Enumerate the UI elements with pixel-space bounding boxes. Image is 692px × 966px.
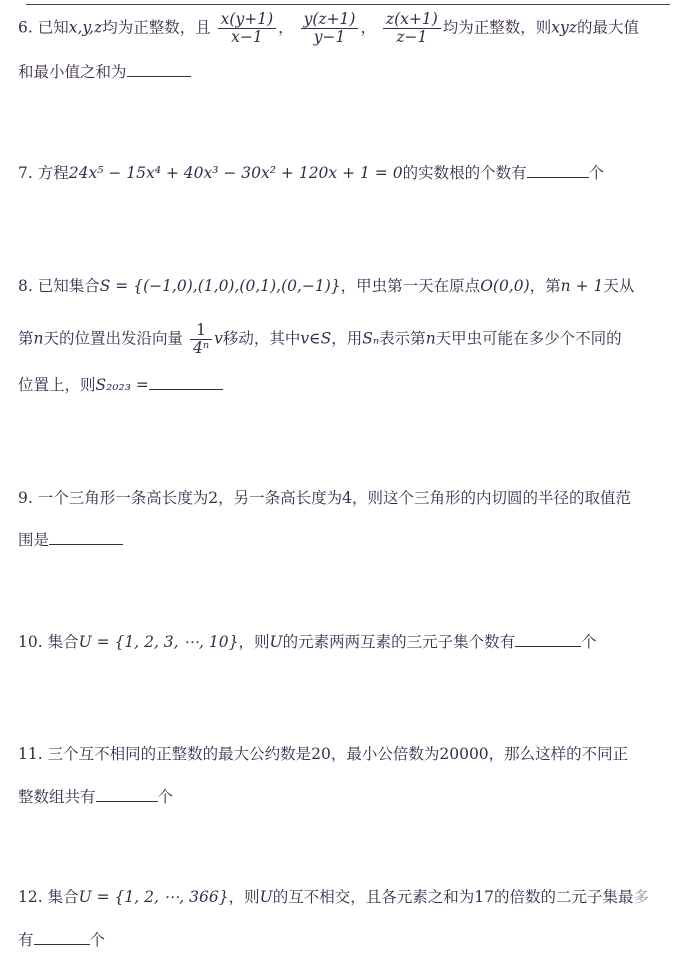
question-10 (18, 632, 597, 652)
question-9-line-1 (18, 488, 631, 508)
text: ，第 (529, 277, 561, 295)
answer-blank[interactable] (527, 163, 589, 178)
top-rule (26, 4, 670, 5)
text: 的最大值 (576, 18, 639, 37)
text: 的倍数的二元子集最 (493, 888, 634, 906)
question-8-line-3 (18, 375, 223, 395)
answer-blank[interactable] (34, 930, 90, 945)
math: 4 (342, 489, 353, 507)
numerator: y(z+1) (303, 10, 356, 28)
equation: 24x⁵ − 15x⁴ + 40x³ − 30x² + 120x + 1 = 0 (68, 164, 403, 182)
math: x,y,z (68, 18, 103, 37)
math: U (269, 633, 283, 651)
numerator: z(x+1) (385, 10, 438, 28)
text: 个 (89, 931, 106, 949)
fraction-2 (301, 11, 359, 46)
text: 的元素两两互素的三元子集个数有 (282, 633, 516, 651)
text-faded: 多 (633, 888, 649, 906)
numerator: 1 (196, 321, 206, 339)
question-number: 9. (18, 489, 33, 507)
set-notation: U = {1, 2, ⋯, 366} (78, 888, 229, 906)
text: 一个三角形一条高长度为 (37, 489, 209, 507)
question-number: 10. (18, 633, 43, 651)
text: ，用 (331, 329, 363, 348)
text: 的互不相交，且各元素之和为 (272, 888, 475, 906)
math: v∈S (300, 329, 332, 348)
math: Sₙ (362, 329, 380, 348)
question-number: 6. (18, 18, 33, 37)
text: 方程 (37, 164, 69, 182)
text: 天甲虫可能在多少个不同的 (435, 329, 622, 348)
answer-blank[interactable] (127, 62, 191, 77)
text: 均为正整数，且 (102, 18, 211, 37)
fraction (190, 322, 212, 357)
answer-blank[interactable] (149, 375, 223, 390)
text: ，最小公倍数为 (330, 745, 440, 763)
math: n (425, 329, 436, 348)
math: O(0,0) (480, 277, 530, 295)
text: ，则这个三角形的内切圆的半径的取值范 (352, 489, 632, 507)
answer-blank[interactable] (96, 787, 158, 802)
text: 表示第 (379, 329, 426, 348)
text: 个 (588, 164, 605, 182)
text: ，那么这样的不同正 (488, 745, 629, 763)
math: xyz (551, 18, 577, 37)
question-8-line-2 (18, 322, 622, 357)
text: 三个互不相同的正整数的最大公约数是 (47, 745, 312, 763)
question-6-line-2 (18, 62, 191, 82)
denominator: x−1 (218, 28, 276, 46)
question-number: 12. (18, 888, 43, 906)
separator: ， (360, 18, 376, 37)
answer-blank[interactable] (515, 632, 581, 647)
answer-blank[interactable] (49, 530, 123, 545)
text: 的实数根的个数有 (402, 164, 527, 182)
fraction-1 (218, 11, 276, 46)
math: U (259, 888, 273, 906)
math: v (214, 329, 223, 348)
question-11-line-1 (18, 744, 628, 764)
math: n + 1 (560, 277, 604, 295)
text: 有 (18, 931, 34, 949)
math: S₂₀₂₃ = (95, 376, 149, 394)
question-number: 7. (18, 164, 33, 182)
set-notation: S = {(−1,0),(1,0),(0,1),(0,−1)} (99, 277, 341, 295)
question-number: 8. (18, 277, 33, 295)
text: 整数组共有 (18, 788, 96, 806)
text: ，则 (238, 633, 270, 651)
question-9-line-2 (18, 530, 123, 550)
text: 和最小值之和为 (18, 63, 127, 81)
set-notation: U = {1, 2, 3, ⋯, 10} (78, 633, 239, 651)
question-number: 11. (18, 745, 43, 763)
numerator: x(y+1) (220, 10, 274, 28)
math: 2 (208, 489, 219, 507)
text: 第 (18, 329, 34, 348)
text: ，另一条高长度为 (218, 489, 343, 507)
text: 个 (581, 633, 597, 651)
text: 已知 (37, 18, 69, 37)
math: 20 (311, 745, 331, 763)
denominator: 4ⁿ (190, 339, 212, 357)
text: 围是 (18, 531, 50, 549)
fraction-3 (383, 11, 441, 46)
text: 均为正整数，则 (442, 18, 552, 37)
text: 已知集合 (37, 277, 100, 295)
question-8-line-1 (18, 276, 634, 296)
text: 位置上，则 (18, 376, 96, 394)
text: 天的位置出发沿向量 (43, 329, 184, 348)
denominator: y−1 (301, 28, 359, 46)
denominator: z−1 (383, 28, 441, 46)
math: n (33, 329, 44, 348)
text: 天从 (603, 277, 635, 295)
text: 移动，其中 (222, 329, 301, 348)
question-7 (18, 163, 604, 183)
question-12-line-1 (18, 887, 649, 907)
separator: ， (278, 18, 294, 37)
question-6-line-1 (18, 11, 639, 46)
math: 17 (474, 888, 494, 906)
text: ，则 (228, 888, 260, 906)
text: 集合 (47, 888, 79, 906)
text: 集合 (47, 633, 79, 651)
math: 20000 (439, 745, 489, 763)
question-12-line-2 (18, 930, 105, 950)
text: ，甲虫第一天在原点 (340, 277, 481, 295)
text: 个 (157, 788, 174, 806)
question-11-line-2 (18, 787, 173, 807)
